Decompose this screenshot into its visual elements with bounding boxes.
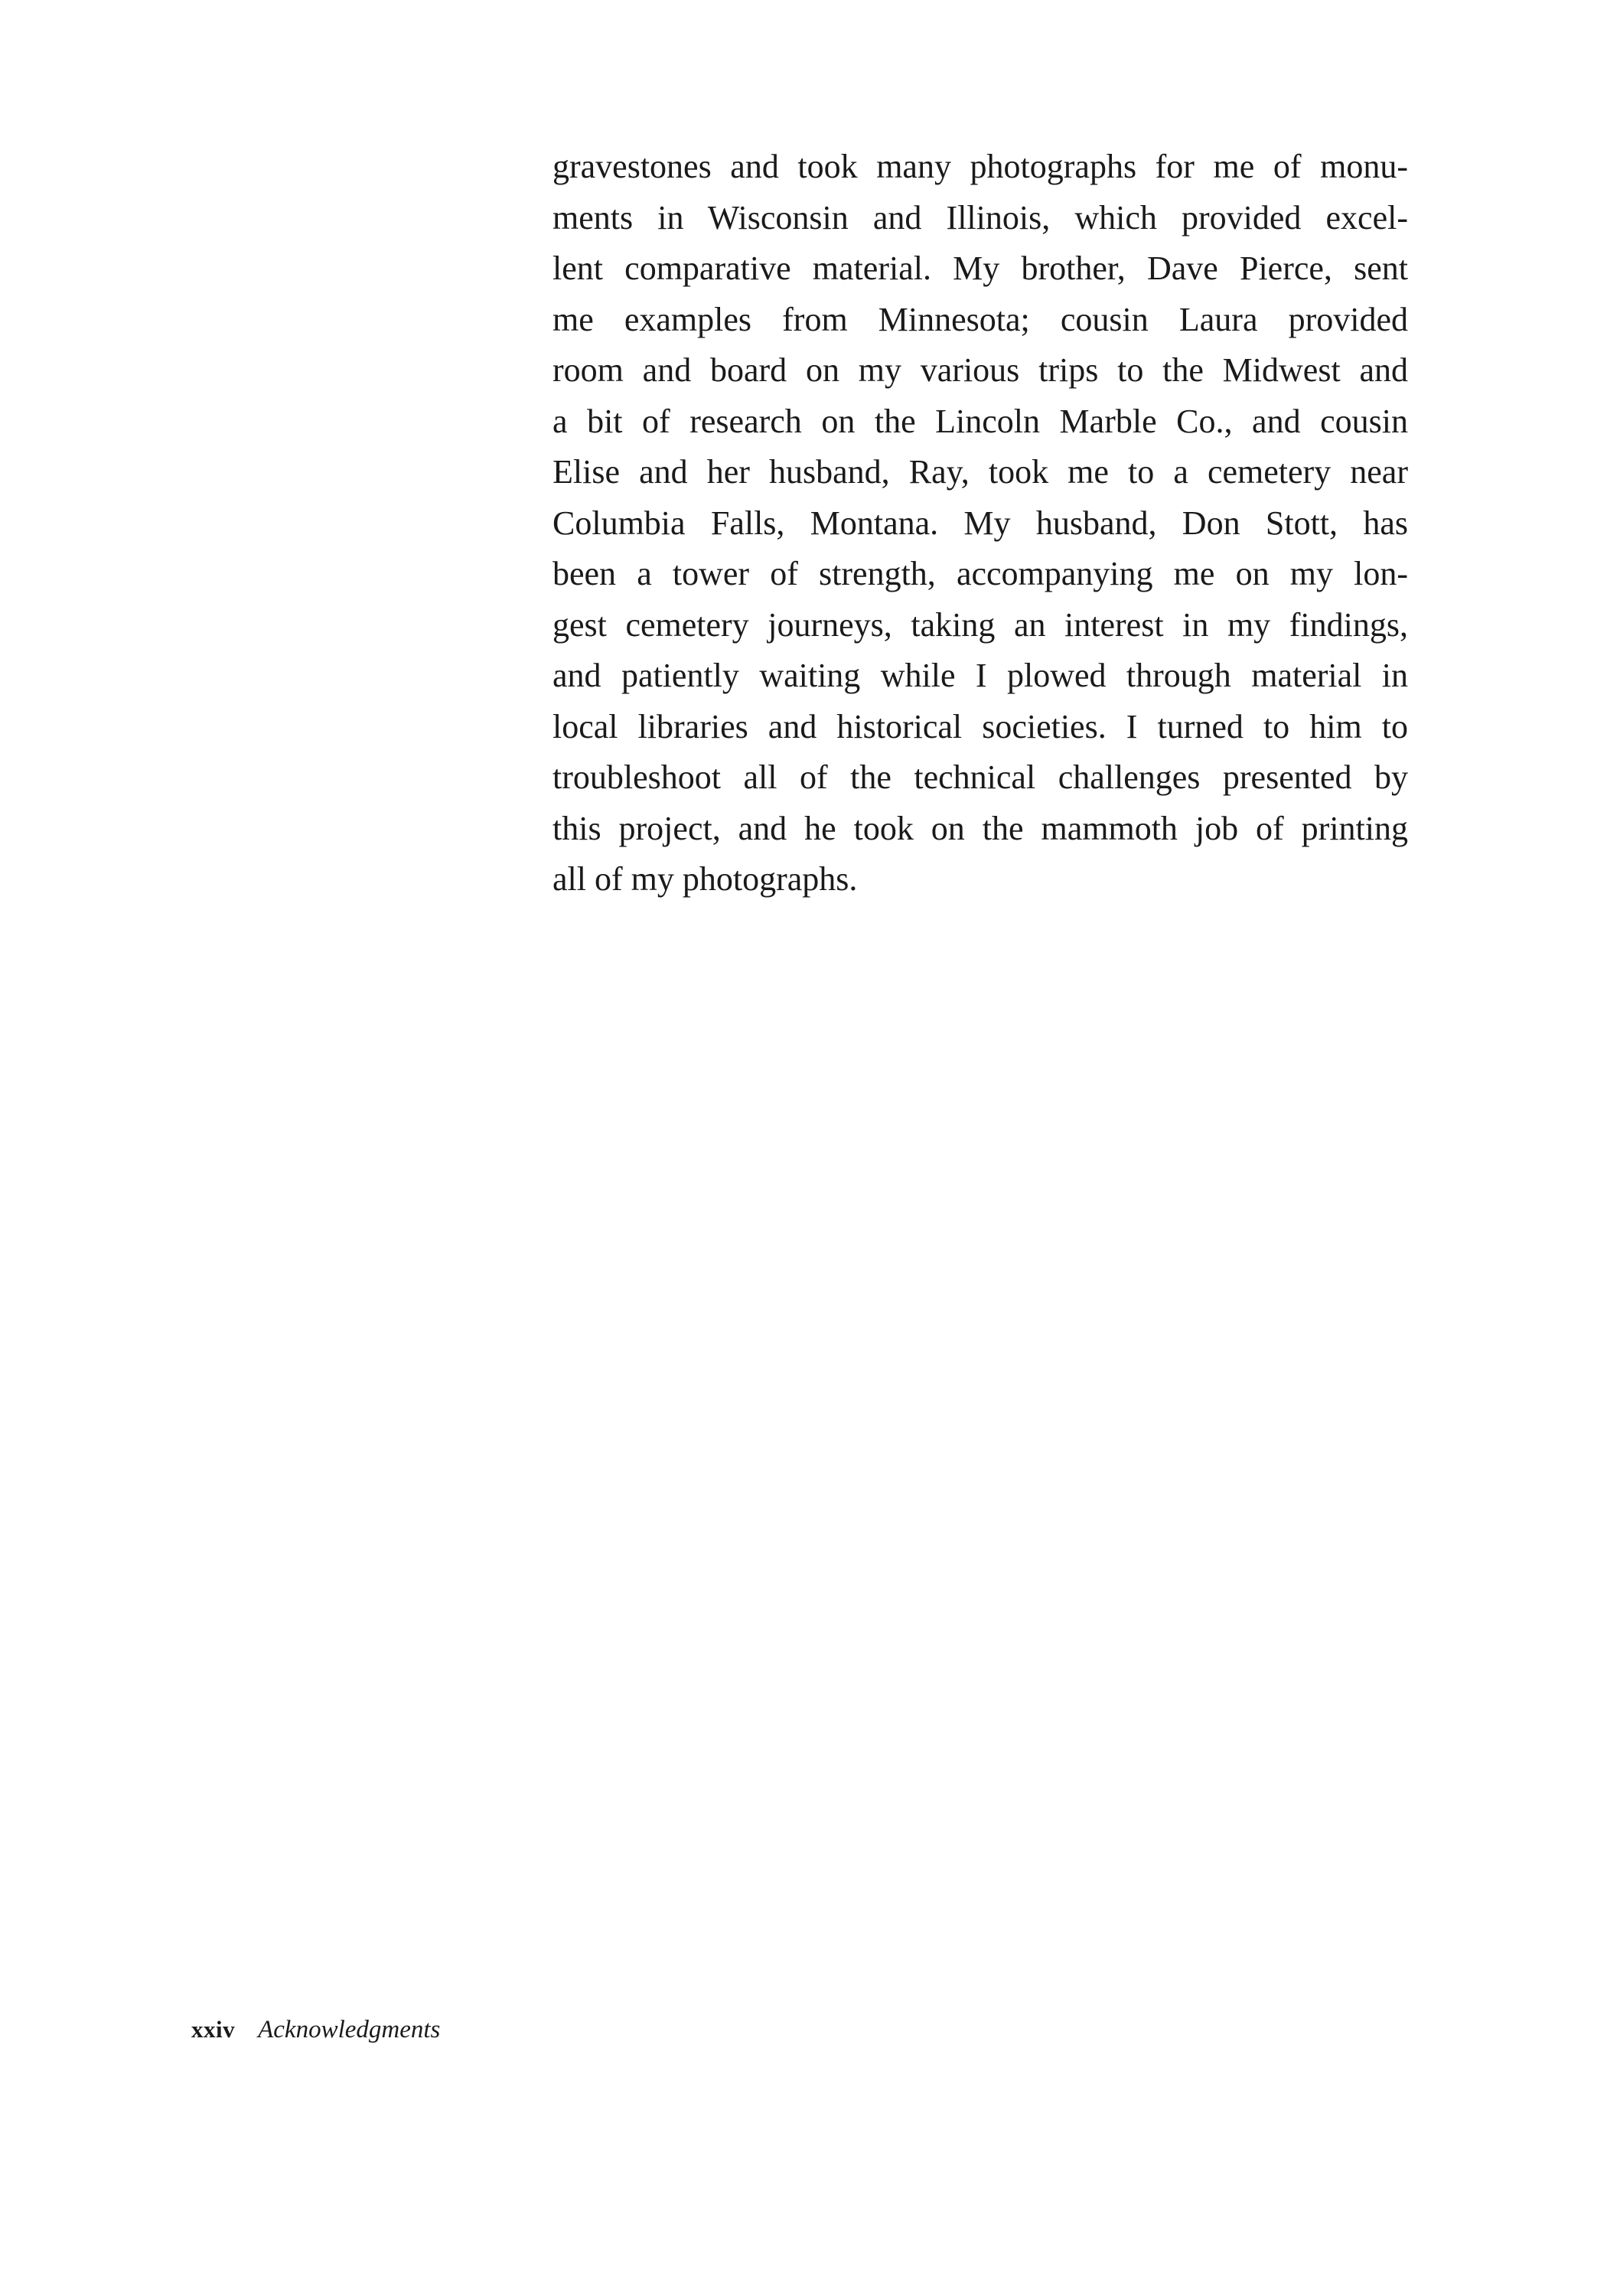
page-footer [191,2013,440,2047]
text-line: all of my photographs. [553,860,858,898]
page-number: xxiv [191,2016,236,2043]
text-line: local libraries and historical societies. I turned to him to [553,707,1408,745]
text-line: lent comparative material. My brother, Dave Pierce, sent [553,249,1408,287]
text-line: Elise and her husband, Ray, took me to a cemetery near [553,453,1408,491]
text-line: troubleshoot all of the technical challenges presented by [553,758,1408,796]
text-line: room and board on my various trips to the Midwest and [553,351,1408,389]
text-line: gravestones and took many photographs for me of monu- [553,148,1408,185]
text-line: me examples from Minnesota; cousin Laura provided [553,300,1408,338]
text-line: this project, and he took on the mammoth job of printing [553,809,1408,847]
text-line: ments in Wisconsin and Illinois, which provided excel- [553,198,1408,236]
body-text [553,142,1408,905]
text-line: a bit of research on the Lincoln Marble Co., and cousin [553,402,1408,440]
text-line: Columbia Falls, Montana. My husband, Don Stott, has [553,504,1408,542]
running-head: Acknowledgments [258,2016,441,2043]
text-line: gest cemetery journeys, taking an interest in my findings, [553,605,1408,644]
text-line: been a tower of strength, accompanying me on my lon- [553,555,1408,592]
text-line: and patiently waiting while I plowed through material in [553,657,1408,694]
